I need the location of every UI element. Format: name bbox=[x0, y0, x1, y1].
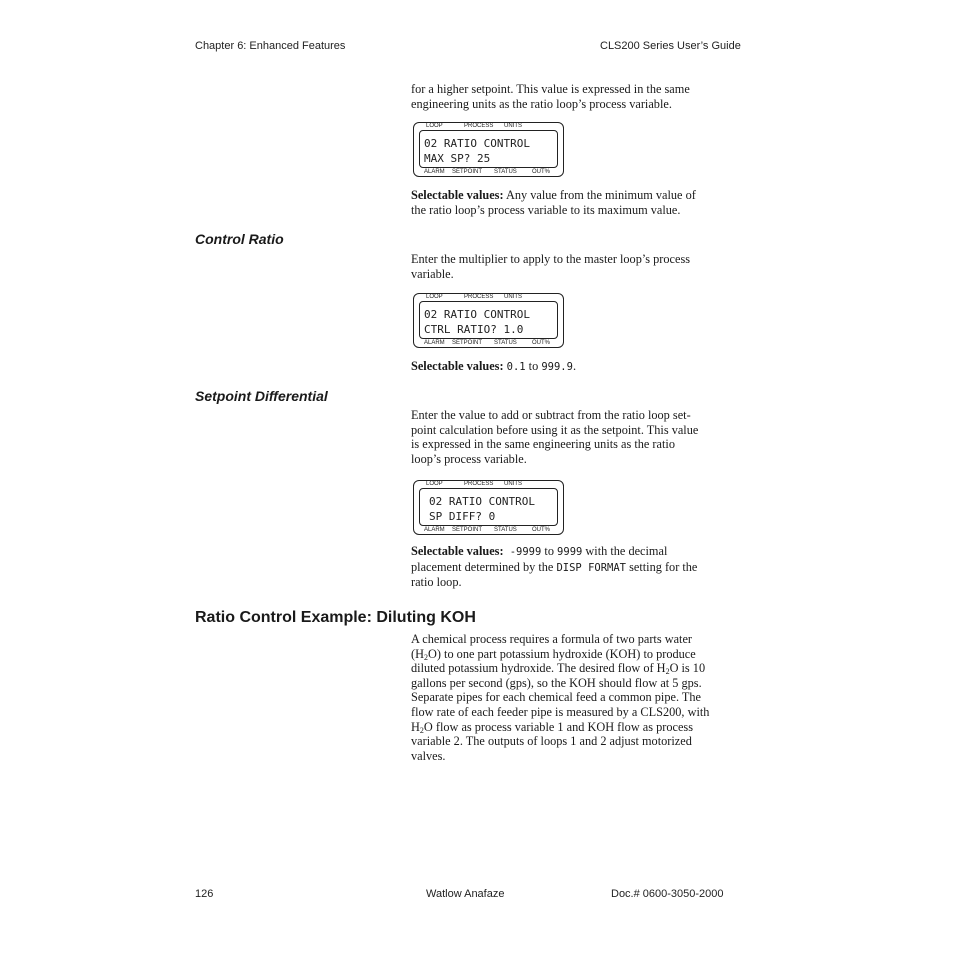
heading-control-ratio: Control Ratio bbox=[195, 231, 284, 247]
lcd-label-alarm: ALARM bbox=[424, 169, 445, 175]
value-min: 0.1 bbox=[506, 361, 526, 373]
lcd-screen bbox=[419, 301, 558, 339]
paragraph-line: A chemical process requires a formula of two parts water bbox=[411, 632, 693, 646]
paragraph-line: Separate pipes for each chemical feed a common pipe. The bbox=[411, 690, 701, 705]
lcd-display-ctrl-ratio bbox=[413, 293, 564, 348]
lcd-label-setpoint: SETPOINT bbox=[452, 340, 483, 346]
paragraph-line: point calculation before using it as the setpoint. This value bbox=[411, 422, 699, 437]
lcd-text bbox=[429, 494, 535, 524]
selectable-label: Selectable values: bbox=[411, 544, 504, 558]
control-ratio-paragraph bbox=[411, 252, 690, 281]
intro-line: for a higher setpoint. This value is expressed in the same bbox=[411, 82, 690, 96]
paragraph-line: variable. bbox=[411, 266, 454, 281]
lcd-label-loop: LOOP bbox=[426, 481, 443, 487]
disp-format-code: DISP FORMAT bbox=[556, 561, 627, 574]
lcd-label-setpoint: SETPOINT bbox=[452, 527, 483, 533]
lcd-label-units: UNITS bbox=[504, 294, 522, 300]
paragraph-line: loop’s process variable. bbox=[411, 451, 527, 466]
heading-setpoint-differential: Setpoint Differential bbox=[195, 388, 328, 404]
lcd-line-1: 02 RATIO CONTROL bbox=[429, 495, 535, 508]
lcd-label-loop: LOOP bbox=[426, 294, 443, 300]
paragraph-line: flow rate of each feeder pipe is measured by a CLS200, with bbox=[411, 704, 710, 719]
heading-ratio-control-example: Ratio Control Example: Diluting KOH bbox=[195, 609, 476, 626]
selectable-values-ctrl-ratio bbox=[411, 359, 576, 375]
lcd-text bbox=[424, 136, 530, 166]
example-paragraph bbox=[411, 632, 709, 763]
lcd-screen bbox=[419, 488, 558, 526]
lcd-line-2: MAX SP? 25 bbox=[424, 152, 491, 165]
lcd-line-2: CTRL RATIO? 1.0 bbox=[424, 323, 524, 336]
lcd-display-max-sp bbox=[413, 122, 564, 177]
paragraph-text: H bbox=[411, 719, 420, 734]
footer-publisher: Watlow Anafaze bbox=[426, 888, 505, 900]
selectable-text: setting for the bbox=[626, 559, 698, 574]
lcd-label-process: PROCESS bbox=[464, 481, 494, 487]
paragraph-text: O) to one part potassium hydroxide (KOH) to produce bbox=[427, 646, 696, 661]
selectable-text: Any value from the minimum value of bbox=[503, 188, 696, 202]
lcd-line-1: 02 RATIO CONTROL bbox=[424, 308, 530, 321]
paragraph-line: Enter the value to add or subtract from the ratio loop set- bbox=[411, 408, 691, 422]
lcd-line-2: SP DIFF? 0 bbox=[429, 510, 496, 523]
setpoint-differential-paragraph bbox=[411, 408, 698, 466]
selectable-text: ratio loop. bbox=[411, 575, 462, 590]
selectable-text: the ratio loop’s process variable to its maximum value. bbox=[411, 202, 681, 217]
lcd-label-process: PROCESS bbox=[464, 294, 494, 300]
value-min: -9999 bbox=[509, 546, 542, 558]
value-max: 9999 bbox=[557, 546, 583, 558]
lcd-label-out: OUT% bbox=[532, 169, 550, 175]
subscript: 2 bbox=[419, 725, 424, 735]
lcd-label-status: STATUS bbox=[494, 527, 517, 533]
selectable-label: Selectable values: bbox=[411, 188, 504, 202]
running-header-title: CLS200 Series User’s Guide bbox=[600, 40, 741, 52]
lcd-label-units: UNITS bbox=[504, 481, 522, 487]
paragraph-line: valves. bbox=[411, 748, 446, 763]
footer-doc-number: Doc.# 0600-3050-2000 bbox=[611, 888, 724, 900]
selectable-text: to bbox=[541, 544, 558, 558]
selectable-text: with the decimal bbox=[582, 544, 668, 558]
paragraph-text: (H bbox=[411, 646, 424, 661]
lcd-label-out: OUT% bbox=[532, 340, 550, 346]
running-header-chapter: Chapter 6: Enhanced Features bbox=[195, 40, 346, 52]
selectable-text: placement determined by the bbox=[411, 559, 557, 574]
page-number: 126 bbox=[195, 888, 214, 900]
paragraph-line: Enter the multiplier to apply to the master loop’s process bbox=[411, 252, 691, 266]
lcd-label-setpoint: SETPOINT bbox=[452, 169, 483, 175]
lcd-screen bbox=[419, 130, 558, 168]
lcd-label-units: UNITS bbox=[504, 123, 522, 129]
lcd-label-loop: LOOP bbox=[426, 123, 443, 129]
intro-line: engineering units as the ratio loop’s process variable. bbox=[411, 96, 672, 111]
selectable-values-sp-diff bbox=[411, 544, 697, 590]
selectable-text: to bbox=[525, 359, 542, 373]
selectable-values-max-sp bbox=[411, 188, 696, 217]
paragraph-text: diluted potassium hydroxide. The desired flow of H bbox=[411, 661, 666, 676]
lcd-display-sp-diff bbox=[413, 480, 564, 535]
paragraph-line: is expressed in the same engineering units as the ratio bbox=[411, 437, 675, 452]
lcd-label-process: PROCESS bbox=[464, 123, 494, 129]
subscript: 2 bbox=[665, 667, 670, 677]
lcd-label-out: OUT% bbox=[532, 527, 550, 533]
lcd-label-status: STATUS bbox=[494, 169, 517, 175]
selectable-label: Selectable values: bbox=[411, 359, 504, 373]
lcd-label-status: STATUS bbox=[494, 340, 517, 346]
lcd-line-1: 02 RATIO CONTROL bbox=[424, 137, 530, 150]
paragraph-line: variable 2. The outputs of loops 1 and 2 adjust motorized bbox=[411, 734, 692, 749]
paragraph-text: O flow as process variable 1 and KOH flow as process bbox=[423, 719, 693, 734]
lcd-text bbox=[424, 307, 530, 337]
paragraph-text: O is 10 bbox=[669, 661, 706, 676]
value-max: 999.9 bbox=[541, 361, 573, 373]
selectable-text: . bbox=[572, 359, 577, 373]
lcd-label-alarm: ALARM bbox=[424, 527, 445, 533]
lcd-label-alarm: ALARM bbox=[424, 340, 445, 346]
subscript: 2 bbox=[423, 652, 428, 662]
paragraph-line: gallons per second (gps), so the KOH should flow at 5 gps. bbox=[411, 675, 702, 690]
intro-paragraph bbox=[411, 82, 690, 111]
